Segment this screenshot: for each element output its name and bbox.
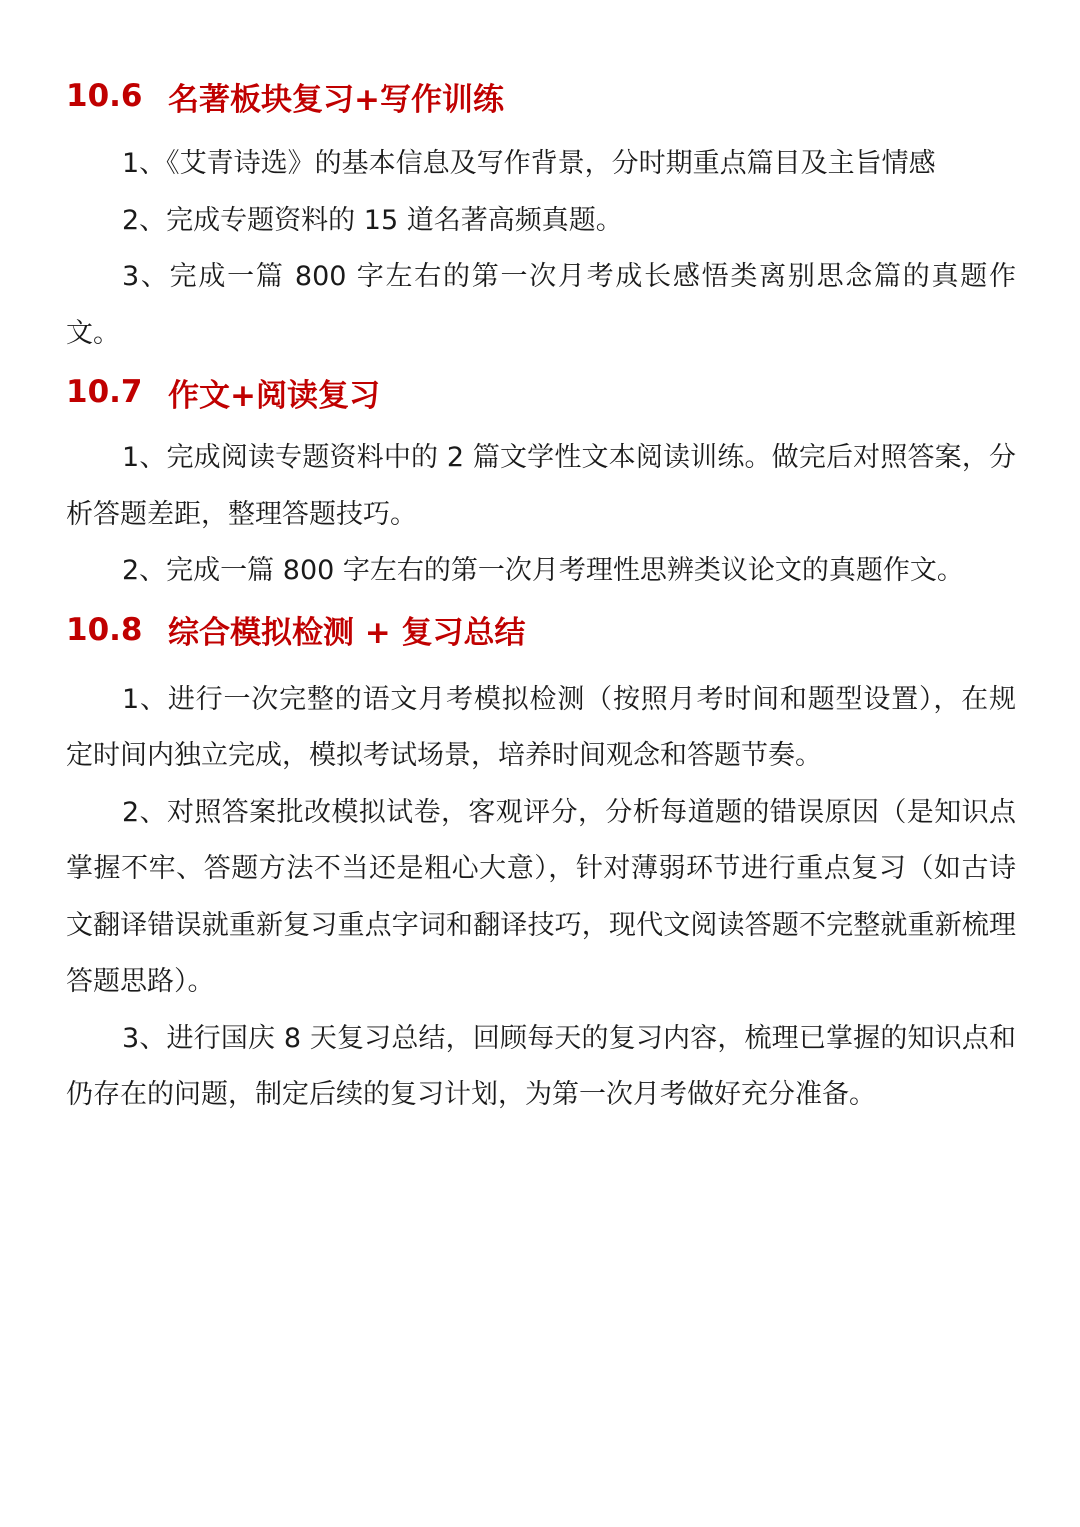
section-10-6	[66, 66, 1016, 362]
section-title: 作文+阅读复习	[168, 377, 380, 414]
task-item: 2、完成一篇 800 字左右的第一次月考理性思辨类议论文的真题作文。	[122, 555, 964, 586]
task-list	[66, 136, 1016, 362]
section-number: 10.7	[66, 374, 143, 410]
section-title: 综合模拟检测 + 复习总结	[168, 615, 526, 651]
task-item: 1、进行一次完整的语文月考模拟检测（按照月考时间和题型设置），在规定时间内独立完成，模拟考试场景，培养时间观念和答题节奏。	[66, 683, 1016, 771]
task-item: 1、完成阅读专题资料中的 2 篇文学性文本阅读训练。做完后对照答案，分析答题差距，整理答题技巧。	[66, 442, 1016, 530]
task-list	[66, 672, 1016, 1124]
section-heading	[66, 66, 1016, 126]
section-heading	[66, 600, 1016, 660]
task-item: 2、完成专题资料的 15 道名著高频真题。	[122, 204, 623, 236]
document-page	[66, 66, 1016, 1124]
section-number: 10.6	[66, 78, 143, 114]
section-number: 10.8	[66, 611, 143, 648]
task-list	[66, 430, 1016, 600]
task-item: 1、《艾青诗选》的基本信息及写作背景，分时期重点篇目及主旨情感	[122, 148, 936, 179]
task-item: 3、完成一篇 800 字左右的第一次月考成长感悟类离别思念篇的真题作文。	[66, 261, 1016, 349]
task-item: 3、进行国庆 8 天复习总结，回顾每天的复习内容，梳理已掌握的知识点和仍存在的问题，制定后续的复习计划，为第一次月考做好充分准备。	[66, 1022, 1016, 1110]
section-title: 名著板块复习+写作训练	[168, 81, 504, 118]
task-item: 2、对照答案批改模拟试卷，客观评分，分析每道题的错误原因（是知识点掌握不牢、答题方法不当还是粗心大意），针对薄弱环节进行重点复习（如古诗文翻译错误就重新复习重点字词和翻译技巧，现代文阅读答题不完整就重新梳理答题思路）。	[66, 796, 1016, 997]
section-10-8	[66, 600, 1016, 1124]
section-heading	[66, 362, 1016, 422]
section-10-7	[66, 362, 1016, 600]
